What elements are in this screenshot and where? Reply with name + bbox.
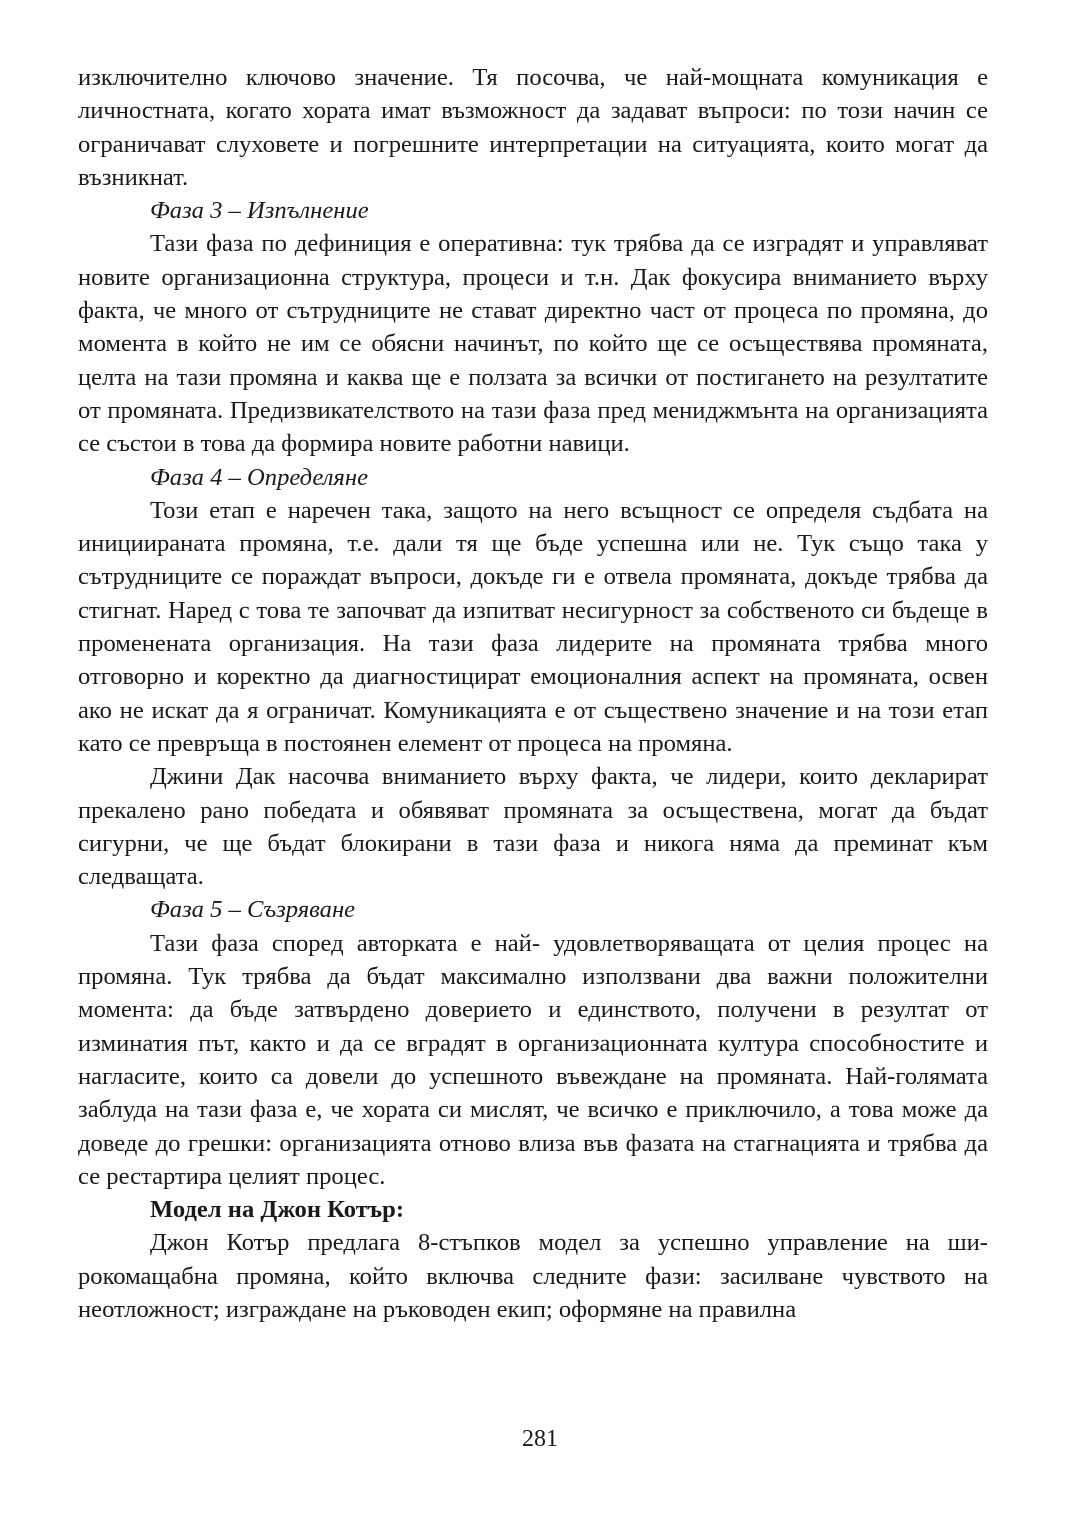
page-number: 281: [522, 1426, 558, 1452]
kotter-model-heading: Модел на Джон Котър:: [150, 1196, 405, 1224]
phase-4-note-paragraph: Джини Дак насочва вниманието върху факта, че лидери, които декларират прекалено рано победата и обявяват промяната за осъществена, могат да бъдат сигурни, че ще бъдат блокирани в тази фаза и никога няма да преминат към следващата.: [78, 763, 988, 891]
phase-3-paragraph: Тази фаза по дефиниция е оперативна: тук трябва да се изградят и управляват новите организационна структура, процеси и т.н. Дак фокусира вниманието върху факта, че много от сътрудниците не стават директно част от процеса по промяна, до момента в който не им се обясни начинът, по който ще се осъществява промяната, целта на тази промяна и каква ще е ползата за всички от постигането на резултатите от промяната. Предизвикателството на тази фаза пред мениджмънта на организацията се състои в това да формира новите работни навици.: [78, 230, 988, 458]
kotter-model-paragraph: Джон Котър предлага 8-стъпков модел за успешно управление на широкомащабна промяна, който включва следните фази: засилване чувството на неотложност; изграждане на ръководен екип; оформяне на правилна: [78, 1229, 988, 1323]
phase-5-paragraph: Тази фаза според авторката е най- удовлетворяващата от целия процес на промяна. Тук трябва да бъдат максимално използвани два важни положителни момента: да бъде затвърдено доверието и единството, получени в резултат от изминатия път, както и да се вградят в организационната култура способностите и нагласите, които са довели до успешното въвеждане на промяната. Най-голямата заблуда на тази фаза е, че хората си мислят, че всичко е приключило, а това може да доведе до грешки: организацията отново влиза във фазата на стагнацията и трябва да се рестартира целият процес.: [78, 929, 988, 1190]
paragraph-continuation: изключително ключово значение. Тя посочва, че най-мощната комуникация е личностната, когато хората имат възможност да задават въпроси: по този начин се ограничават слуховете и погрешните интерпретации на ситуацията, които могат да възникнат.: [78, 64, 988, 191]
phase-5-heading: Фаза 5 – Съзряване: [150, 896, 356, 924]
phase-4-paragraph: Този етап е наречен така, защото на него всъщност се определя съдбата на инициираната промяна, т.е. дали тя ще бъде успешна или не. Тук също така у сътрудниците се пораждат въпроси, докъде ги е отвела промяната, докъде трябва да стигнат. Наред с това те започват да изпитват несигурност за собственото си бъдеще в променената организация. На тази фаза лидерите на промяната трябва много отговорно и коректно да диагностицират емоционалния аспект на промяната, освен ако не искат да я ограничат. Комуникацията е от съществено значение и на този етап като се превръща в постоянен елемент от процеса на промяна.: [78, 496, 988, 757]
phase-3-heading: Фаза 3 – Изпълнение: [150, 197, 369, 225]
phase-4-heading: Фаза 4 – Определяне: [150, 463, 368, 491]
page-body: [78, 61, 988, 1326]
